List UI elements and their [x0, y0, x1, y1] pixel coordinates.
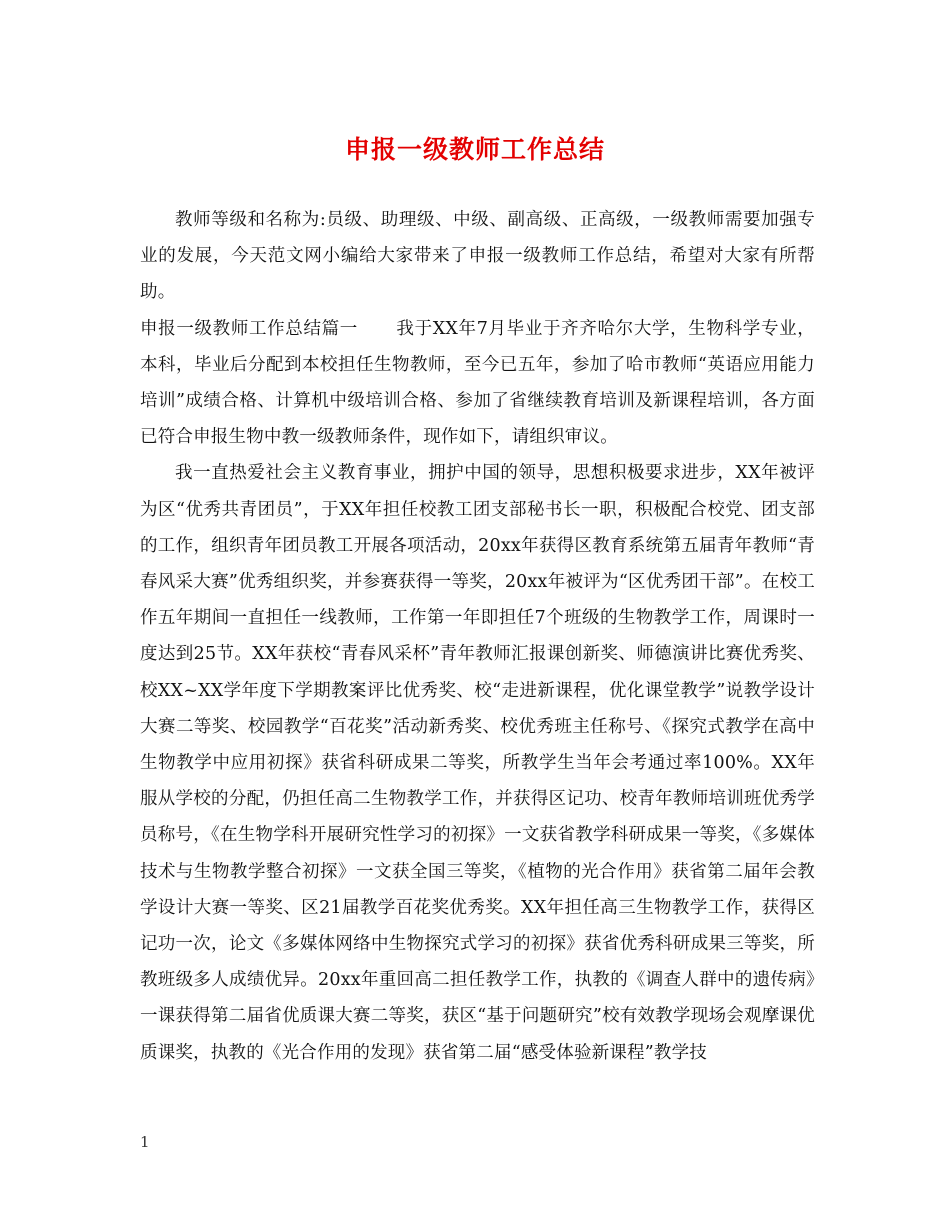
main-paragraph: 我一直热爱社会主义教育事业，拥护中国的领导，思想积极要求进步，XX年被评为区“优秀共青团员”，于XX年担任校教工团支部秘书长一职，积极配合校党、团支部的工作，组织青年团员教工开展各项活动，20xx年获得区教育系统第五届青年教师“青春风采大赛”优秀组织奖，并参赛获得一等奖，20xx年被评为“区优秀团干部”。在校工作五年期间一直担任一线教师，工作第一年即担任7个班级的生物教学工作，周课时一度达到25节。XX年获校“青春风采杯”青年教师汇报课创新奖、师德演讲比赛优秀奖、校XX~XX学年度下学期教案评比优秀奖、校“走进新课程，优化课堂教学”说教学设计大赛二等奖、校园教学“百花奖”活动新秀奖、校优秀班主任称号、《探究式教学在高中生物教学中应用初探》获省科研成果二等奖，所教学生当年会考通过率100%。XX年服从学校的分配，仍担任高二生物教学工作，并获得区记功、校青年教师培训班优秀学员称号，《在生物学科开展研究性学习的初探》一文获省教学科研成果一等奖，《多媒体技术与生物教学整合初探》一文获全国三等奖，《植物的光合作用》获省第二届年会教学设计大赛一等奖、区21届教学百花奖优秀奖。XX年担任高三生物教学工作，获得区记功一次，论文《多媒体网络中生物探究式学习的初探》获省优秀科研成果三等奖，所教班级多人成绩优异。20xx年重回高二担任教学工作，执教的《调查人群中的遗传病》一课获得第二届省优质课大赛二等奖，获区“基于问题研究”校有效教学现场会观摩课优质课奖，执教的《光合作用的发现》获省第二届“感受体验新课程”教学技: [140, 463, 815, 1063]
intro-paragraph: 教师等级和名称为:员级、助理级、中级、副高级、正高级，一级教师需要加强专业的发展，今天范文网小编给大家带来了申报一级教师工作总结，希望对大家有所帮助。: [140, 210, 815, 303]
section-body: 我于XX年7月毕业于齐齐哈尔大学，生物科学专业，本科，毕业后分配到本校担任生物教师，至今已五年，参加了哈市教师“英语应用能力培训”成绩合格、计算机中级培训合格、参加了省继续教育培训及新课程培训，各方面已符合申报生物中教一级教师条件，现作如下，请组织审议。: [140, 318, 815, 448]
section-heading: 申报一级教师工作总结篇一: [140, 318, 358, 339]
document-title: 申报一级教师工作总结: [344, 135, 605, 164]
document-body: [140, 202, 815, 1071]
section-paragraph: [140, 311, 815, 456]
page-number: 1: [140, 1133, 150, 1151]
